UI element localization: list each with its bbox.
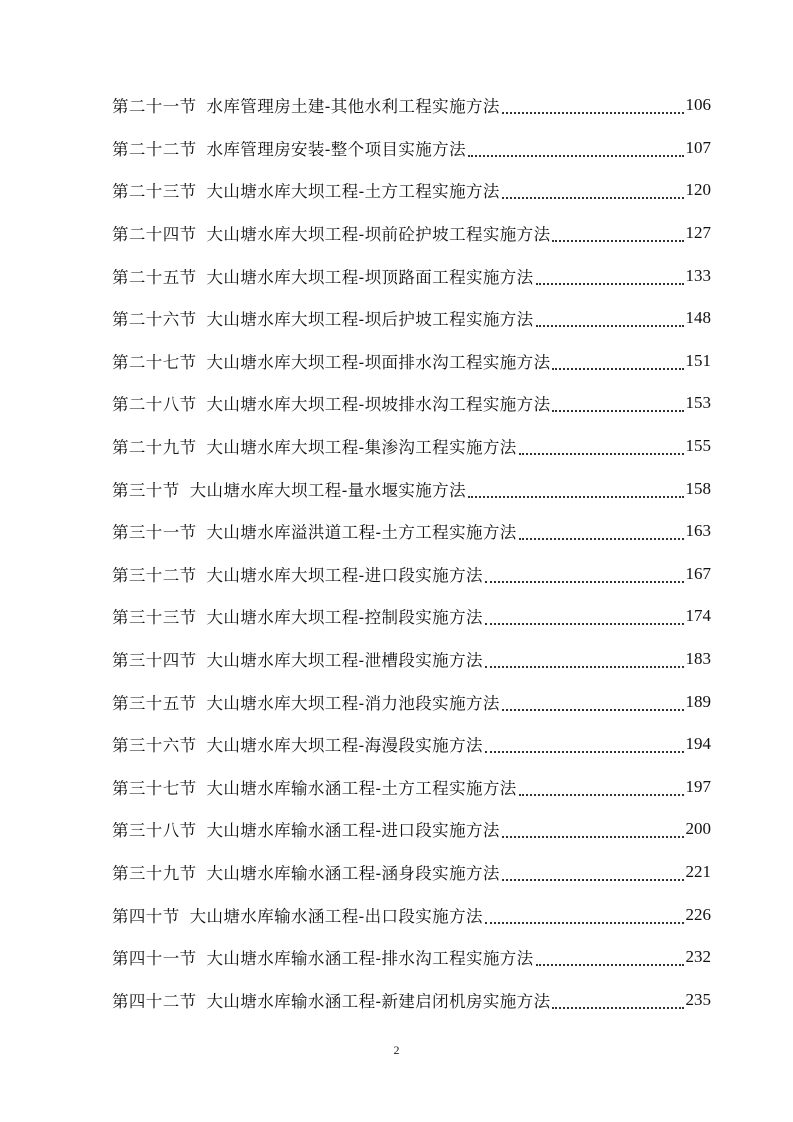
toc-entry-number: 第三十三节	[112, 608, 197, 628]
toc-entry[interactable]	[112, 638, 711, 681]
toc-entry-number: 第四十一节	[112, 949, 197, 969]
toc-entry-number: 第二十八节	[112, 395, 197, 415]
toc-dot-leader	[485, 621, 684, 625]
toc-entry[interactable]	[112, 808, 711, 851]
toc-dot-leader	[468, 153, 684, 157]
toc-entry-title: 大山塘水库大坝工程-进口段实施方法	[206, 565, 483, 585]
toc-entry-number: 第二十二节	[112, 139, 197, 159]
toc-entry-page: 200	[685, 819, 711, 839]
toc-entry-number: 第二十七节	[112, 352, 197, 372]
toc-entry-page: 158	[685, 478, 711, 498]
toc-entry-title: 大山塘水库大坝工程-土方工程实施方法	[206, 182, 500, 202]
toc-entry[interactable]	[112, 340, 711, 383]
toc-entry-title: 大山塘水库输水涵工程-出口段实施方法	[189, 906, 483, 926]
toc-entry[interactable]	[112, 936, 711, 979]
toc-dot-leader	[502, 195, 684, 199]
toc-entry[interactable]	[112, 723, 711, 766]
toc-entry-page: 232	[685, 947, 711, 967]
toc-entry-number: 第二十一节	[112, 97, 197, 117]
toc-entry-title: 水库管理房土建-其他水利工程实施方法	[206, 97, 500, 117]
toc-dot-leader	[552, 1005, 683, 1009]
toc-entry-title: 大山塘水库大坝工程-集渗沟工程实施方法	[206, 438, 517, 458]
toc-entry-page: 194	[685, 734, 711, 754]
toc-entry-title: 大山塘水库输水涵工程-排水沟工程实施方法	[206, 949, 534, 969]
toc-dot-leader	[519, 536, 684, 540]
toc-entry-title: 大山塘水库大坝工程-海漫段实施方法	[206, 736, 483, 756]
toc-dot-leader	[502, 834, 684, 838]
toc-entry-page: 153	[685, 393, 711, 413]
toc-entry-page: 151	[685, 350, 711, 370]
table-of-contents	[112, 84, 711, 1021]
toc-entry[interactable]	[112, 467, 711, 510]
toc-entry-number: 第三十九节	[112, 863, 197, 883]
toc-entry-page: 127	[685, 223, 711, 243]
toc-entry-number: 第三十一节	[112, 523, 197, 543]
toc-entry[interactable]	[112, 84, 711, 127]
toc-dot-leader	[552, 408, 683, 412]
toc-entry-page: 120	[685, 180, 711, 200]
toc-entry-page: 174	[685, 606, 711, 626]
toc-entry[interactable]	[112, 212, 711, 255]
toc-dot-leader	[552, 238, 683, 242]
toc-entry-number: 第四十节	[112, 906, 180, 926]
toc-entry-page: 167	[685, 563, 711, 583]
toc-dot-leader	[468, 494, 684, 498]
toc-dot-leader	[536, 281, 684, 285]
toc-entry-number: 第三十八节	[112, 821, 197, 841]
toc-entry[interactable]	[112, 766, 711, 809]
toc-entry-title: 大山塘水库输水涵工程-进口段实施方法	[206, 821, 500, 841]
toc-dot-leader	[536, 962, 684, 966]
toc-entry-page: 133	[685, 265, 711, 285]
toc-entry[interactable]	[112, 680, 711, 723]
toc-dot-leader	[502, 707, 684, 711]
toc-entry[interactable]	[112, 553, 711, 596]
toc-entry-number: 第三十二节	[112, 565, 197, 585]
toc-entry-title: 大山塘水库大坝工程-量水堰实施方法	[189, 480, 466, 500]
toc-entry-number: 第二十三节	[112, 182, 197, 202]
toc-entry[interactable]	[112, 595, 711, 638]
toc-entry-title: 大山塘水库大坝工程-坝面排水沟工程实施方法	[206, 352, 551, 372]
toc-entry[interactable]	[112, 978, 711, 1021]
page-number: 2	[393, 1043, 400, 1057]
toc-entry-number: 第三十节	[112, 480, 180, 500]
toc-entry-number: 第二十六节	[112, 310, 197, 330]
toc-entry-title: 大山塘水库输水涵工程-涵身段实施方法	[206, 863, 500, 883]
toc-entry-page: 189	[685, 691, 711, 711]
toc-entry[interactable]	[112, 297, 711, 340]
toc-entry-title: 水库管理房安装-整个项目实施方法	[206, 139, 466, 159]
toc-entry-page: 221	[685, 861, 711, 881]
toc-entry-number: 第三十七节	[112, 778, 197, 798]
toc-entry-number: 第二十四节	[112, 225, 197, 245]
toc-entry[interactable]	[112, 851, 711, 894]
toc-entry-title: 大山塘水库大坝工程-坝坡排水沟工程实施方法	[206, 395, 551, 415]
toc-dot-leader	[502, 110, 684, 114]
toc-entry[interactable]	[112, 425, 711, 468]
toc-dot-leader	[485, 920, 684, 924]
toc-entry-title: 大山塘水库输水涵工程-土方工程实施方法	[206, 778, 517, 798]
toc-entry-page: 226	[685, 904, 711, 924]
toc-entry-page: 163	[685, 521, 711, 541]
toc-entry[interactable]	[112, 169, 711, 212]
toc-dot-leader	[519, 451, 684, 455]
toc-entry-title: 大山塘水库大坝工程-坝后护坡工程实施方法	[206, 310, 534, 330]
toc-entry-number: 第四十二节	[112, 991, 197, 1011]
toc-entry-title: 大山塘水库溢洪道工程-土方工程实施方法	[206, 523, 517, 543]
toc-entry-page: 148	[685, 308, 711, 328]
toc-dot-leader	[485, 579, 684, 583]
toc-entry-title: 大山塘水库大坝工程-控制段实施方法	[206, 608, 483, 628]
toc-entry[interactable]	[112, 382, 711, 425]
toc-entry[interactable]	[112, 254, 711, 297]
toc-entry-number: 第二十九节	[112, 438, 197, 458]
toc-entry-page: 235	[685, 989, 711, 1009]
toc-entry[interactable]	[112, 510, 711, 553]
toc-entry-title: 大山塘水库大坝工程-坝前砼护坡工程实施方法	[206, 225, 551, 245]
toc-dot-leader	[519, 792, 684, 796]
toc-entry-number: 第三十四节	[112, 651, 197, 671]
toc-dot-leader	[502, 877, 684, 881]
toc-entry-title: 大山塘水库输水涵工程-新建启闭机房实施方法	[206, 991, 551, 1011]
toc-entry-page: 107	[685, 137, 711, 157]
toc-entry-title: 大山塘水库大坝工程-坝顶路面工程实施方法	[206, 267, 534, 287]
toc-dot-leader	[536, 323, 684, 327]
toc-entry[interactable]	[112, 127, 711, 170]
toc-entry-title: 大山塘水库大坝工程-泄槽段实施方法	[206, 651, 483, 671]
toc-entry-number: 第二十五节	[112, 267, 197, 287]
toc-entry-title: 大山塘水库大坝工程-消力池段实施方法	[206, 693, 500, 713]
toc-entry-number: 第三十六节	[112, 736, 197, 756]
toc-entry-page: 197	[685, 776, 711, 796]
toc-dot-leader	[485, 664, 684, 668]
toc-entry-page: 155	[685, 436, 711, 456]
toc-dot-leader	[485, 749, 684, 753]
toc-entry-page: 106	[685, 95, 711, 115]
toc-entry[interactable]	[112, 893, 711, 936]
toc-dot-leader	[552, 366, 683, 370]
toc-entry-number: 第三十五节	[112, 693, 197, 713]
toc-entry-page: 183	[685, 649, 711, 669]
